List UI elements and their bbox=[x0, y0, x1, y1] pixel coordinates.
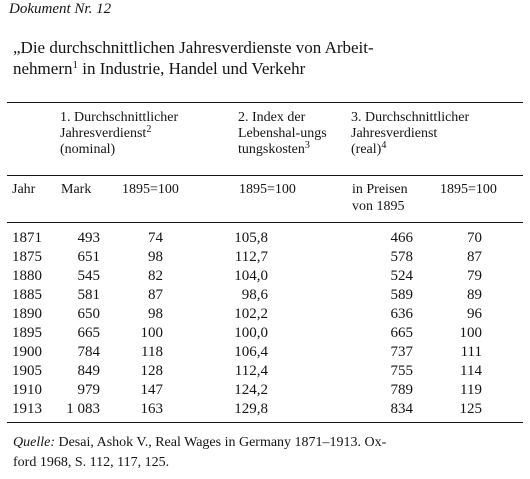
header-cost-of-living-index bbox=[238, 110, 327, 158]
cell-real-index: 70 bbox=[467, 230, 482, 246]
cell-real: 755 bbox=[390, 363, 413, 379]
cell-mark: 1 083 bbox=[66, 401, 100, 417]
cell-real: 834 bbox=[390, 401, 413, 417]
cell-cost-index: 129,8 bbox=[234, 401, 268, 417]
cell-real: 578 bbox=[390, 249, 413, 265]
table-row bbox=[0, 267, 530, 286]
cell-real: 665 bbox=[390, 325, 413, 341]
footnote-marker: 1 bbox=[72, 59, 78, 71]
cell-mark: 784 bbox=[77, 344, 100, 360]
table-bottom-rule bbox=[7, 422, 523, 423]
source-line-2: ford 1968, S. 112, 117, 125. bbox=[13, 455, 170, 470]
subheader-cost-index: 1895=100 bbox=[239, 182, 296, 197]
header-line: 1. Durchschnittlicher bbox=[60, 110, 179, 125]
subheader-real-index: 1895=100 bbox=[440, 182, 497, 197]
cell-real: 737 bbox=[390, 344, 413, 360]
cell-year: 1875 bbox=[12, 249, 42, 265]
cell-year: 1905 bbox=[12, 363, 42, 379]
cell-year: 1910 bbox=[12, 382, 42, 398]
header-text: tungskosten bbox=[238, 142, 305, 157]
source-line-1 bbox=[13, 433, 523, 453]
header-real-earnings bbox=[351, 110, 469, 158]
subheader-nominal-index: 1895=100 bbox=[122, 182, 179, 197]
cell-real-index: 100 bbox=[459, 325, 482, 341]
title-line-2 bbox=[13, 58, 513, 79]
cell-real-index: 89 bbox=[467, 287, 482, 303]
cell-real-index: 119 bbox=[460, 382, 482, 398]
cell-mark: 493 bbox=[77, 230, 100, 246]
cell-cost-index: 105,8 bbox=[234, 230, 268, 246]
cell-mark: 849 bbox=[77, 363, 100, 379]
cell-year: 1890 bbox=[12, 306, 42, 322]
title-line-1: „Die durchschnittlichen Jahresverdienste von Arbeit- bbox=[13, 38, 374, 57]
cell-nominal-index: 100 bbox=[140, 325, 163, 341]
cell-cost-index: 112,4 bbox=[234, 363, 268, 379]
cell-real-index: 96 bbox=[467, 306, 482, 322]
table-row bbox=[0, 305, 530, 324]
cell-year: 1913 bbox=[12, 401, 42, 417]
cell-cost-index: 106,4 bbox=[234, 344, 268, 360]
header-text: Jahresverdienst bbox=[60, 126, 147, 141]
cell-year: 1900 bbox=[12, 344, 42, 360]
subheader-real-prices bbox=[352, 181, 408, 215]
table-row bbox=[0, 362, 530, 381]
table-row bbox=[0, 229, 530, 248]
cell-real: 636 bbox=[390, 306, 413, 322]
footnote-marker: 2 bbox=[146, 124, 152, 135]
cell-real: 524 bbox=[390, 268, 413, 284]
table-row bbox=[0, 400, 530, 419]
cell-real-index: 87 bbox=[467, 249, 482, 265]
header-line: Jahresverdienst bbox=[351, 126, 438, 141]
cell-nominal-index: 74 bbox=[148, 230, 163, 246]
source-text: Desai, Ashok V., Real Wages in Germany 1871–1913. Ox- bbox=[54, 435, 387, 450]
header-line: Lebenshal-ungs bbox=[238, 126, 327, 141]
cell-real: 789 bbox=[390, 382, 413, 398]
document-title bbox=[13, 37, 513, 79]
cell-real: 466 bbox=[390, 230, 413, 246]
cell-cost-index: 100,0 bbox=[234, 325, 268, 341]
header-line bbox=[351, 142, 469, 158]
source-label: Quelle: bbox=[13, 435, 55, 450]
cell-mark: 545 bbox=[77, 268, 100, 284]
cell-year: 1895 bbox=[12, 325, 42, 341]
table-row bbox=[0, 343, 530, 362]
document-label: Dokument Nr. 12 bbox=[9, 1, 112, 17]
cell-nominal-index: 87 bbox=[148, 287, 163, 303]
cell-year: 1885 bbox=[12, 287, 42, 303]
cell-mark: 665 bbox=[77, 325, 100, 341]
header-text: (real) bbox=[351, 142, 382, 157]
subheader-line: von 1895 bbox=[352, 199, 405, 214]
cell-year: 1880 bbox=[12, 268, 42, 284]
cell-real-index: 79 bbox=[467, 268, 482, 284]
cell-cost-index: 98,6 bbox=[241, 287, 268, 303]
footnote-marker: 4 bbox=[381, 140, 387, 151]
table-row bbox=[0, 286, 530, 305]
cell-mark: 651 bbox=[77, 249, 100, 265]
cell-real-index: 114 bbox=[460, 363, 482, 379]
title-rest: in Industrie, Handel und Verkehr bbox=[77, 59, 306, 78]
cell-mark: 650 bbox=[77, 306, 100, 322]
header-rule bbox=[7, 175, 523, 176]
cell-real-index: 111 bbox=[460, 344, 482, 360]
cell-nominal-index: 82 bbox=[148, 268, 163, 284]
cell-mark: 979 bbox=[77, 382, 100, 398]
subheader-line: in Preisen bbox=[352, 182, 408, 197]
table-top-rule bbox=[7, 102, 523, 103]
cell-mark: 581 bbox=[77, 287, 100, 303]
cell-real-index: 125 bbox=[459, 401, 482, 417]
title-word: nehmern bbox=[13, 59, 73, 78]
header-line: (nominal) bbox=[60, 142, 116, 157]
cell-nominal-index: 98 bbox=[148, 249, 163, 265]
cell-nominal-index: 163 bbox=[140, 401, 163, 417]
cell-nominal-index: 118 bbox=[141, 344, 163, 360]
table-row bbox=[0, 381, 530, 400]
footnote-marker: 3 bbox=[304, 140, 310, 151]
cell-nominal-index: 147 bbox=[140, 382, 163, 398]
cell-real: 589 bbox=[390, 287, 413, 303]
table-row bbox=[0, 248, 530, 267]
cell-cost-index: 102,2 bbox=[234, 306, 268, 322]
table-row bbox=[0, 324, 530, 343]
cell-cost-index: 124,2 bbox=[234, 382, 268, 398]
header-nominal-earnings bbox=[60, 110, 178, 158]
header-line: 2. Index der bbox=[238, 110, 306, 125]
header-line bbox=[238, 142, 327, 158]
cell-cost-index: 104,0 bbox=[234, 268, 268, 284]
cell-nominal-index: 128 bbox=[140, 363, 163, 379]
subheader-year: Jahr bbox=[12, 182, 36, 197]
header-line: 3. Durchschnittlicher bbox=[351, 110, 470, 125]
cell-year: 1871 bbox=[12, 230, 42, 246]
subheader-rule bbox=[7, 222, 523, 223]
source-citation bbox=[13, 433, 523, 473]
subheader-mark: Mark bbox=[61, 182, 92, 197]
header-line bbox=[60, 126, 178, 142]
cell-nominal-index: 98 bbox=[148, 306, 163, 322]
cell-cost-index: 112,7 bbox=[234, 249, 268, 265]
